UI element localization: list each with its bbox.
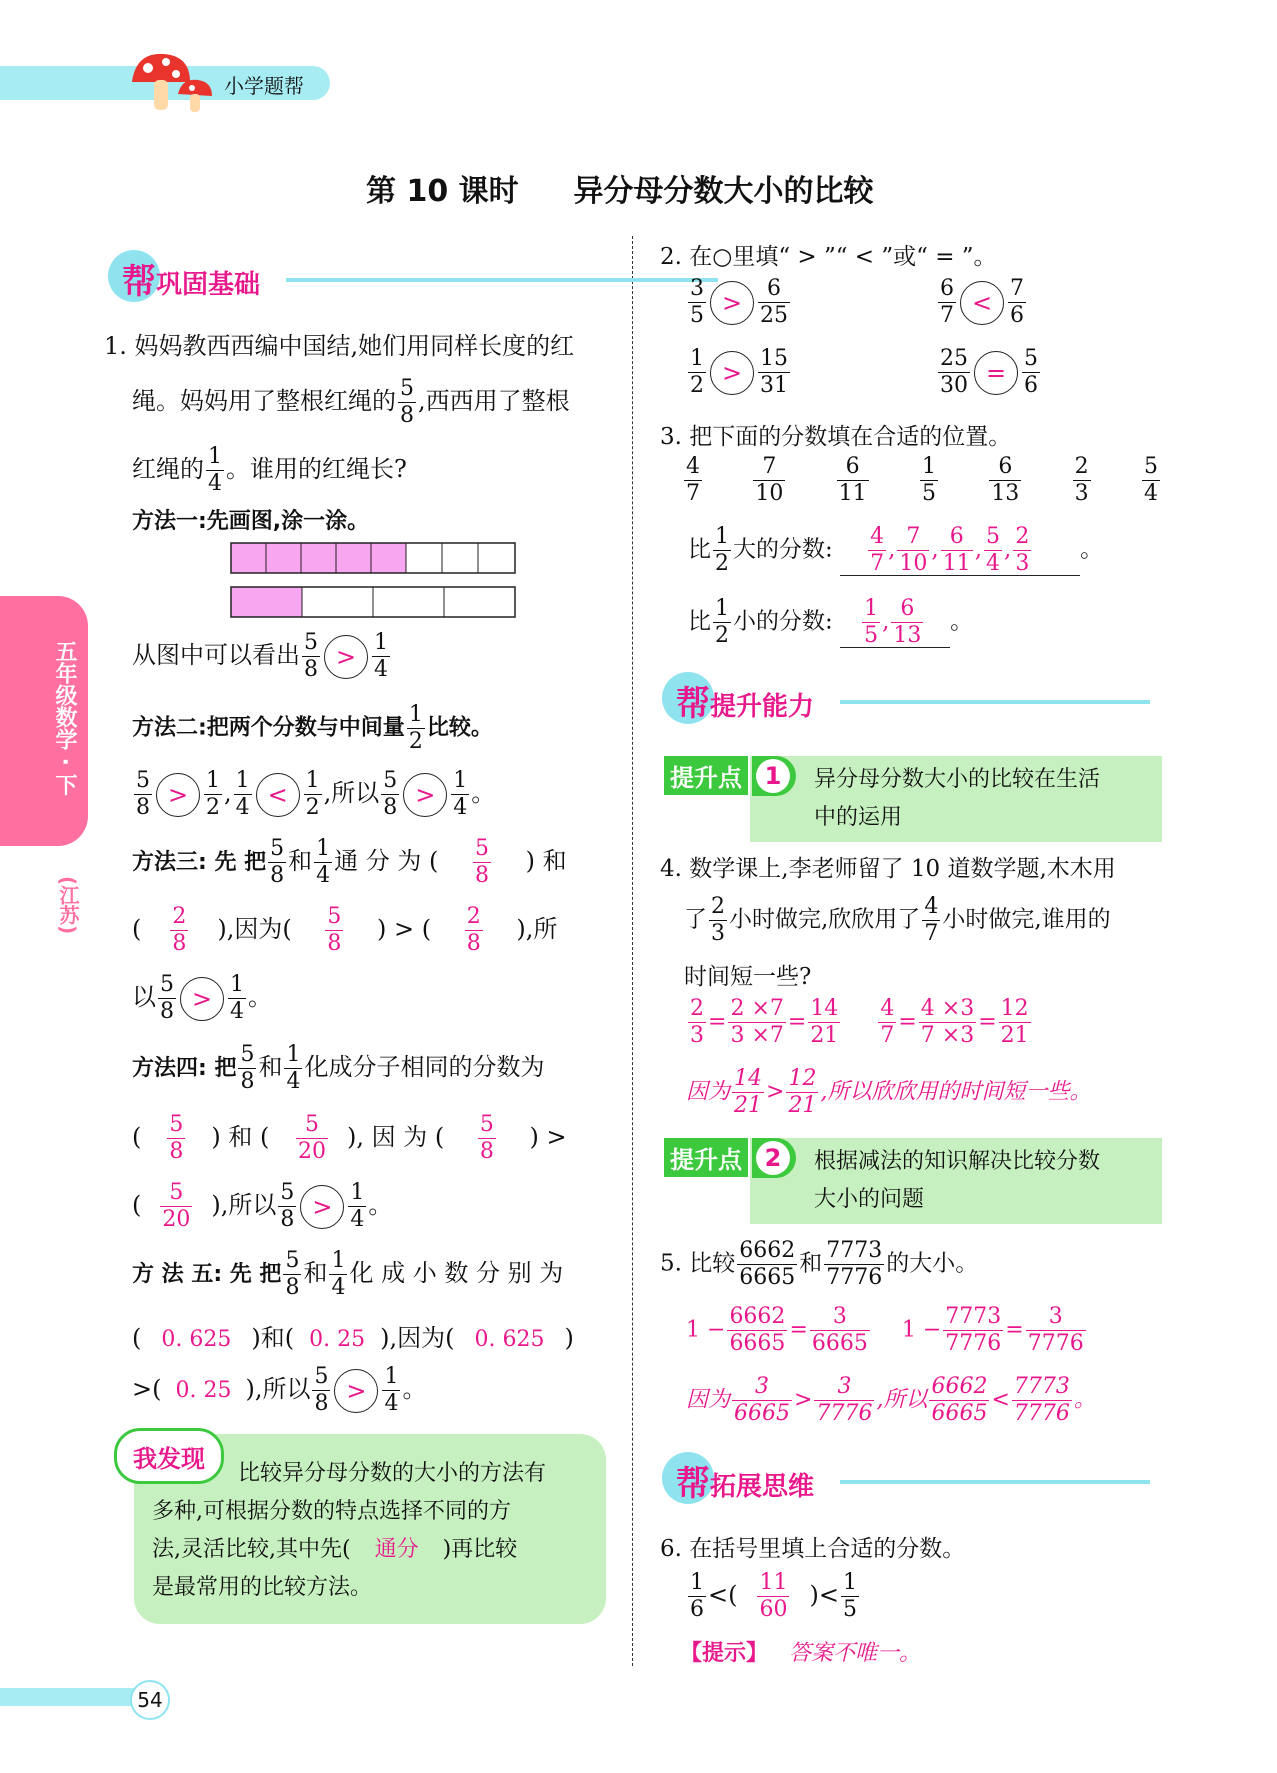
discover-line1: 比较异分母分数的大小的方法有 bbox=[238, 1461, 547, 1486]
q3-bigger: 比 $\frac{1}{2}$ 大的分数: $\frac{4}{7}$ , $\frac{7}{10}$ , $\frac{6}{11}$ , $\frac{5}{4}$ , $\frac{2}{3}$ 。 bbox=[688, 524, 1104, 576]
bar-eighths bbox=[230, 542, 516, 578]
q3-bigger-answer: $\frac{4}{7}$ , $\frac{7}{10}$ , $\frac{6}{11}$ , $\frac{5}{4}$ , $\frac{2}{3}$ bbox=[840, 526, 1080, 576]
m3-answer-4: $\frac{2}{8}$ bbox=[466, 904, 481, 956]
tip1-num: 1 bbox=[756, 759, 790, 793]
bar-quarters bbox=[230, 586, 516, 622]
q6-expression: $\frac{1}{6}$ <( $\frac{11}{60}$ )< $\frac{1}{5}$ bbox=[690, 1570, 857, 1622]
discover-line4: 是最常用的比较方法。 bbox=[152, 1575, 373, 1600]
q1-method3-line2: ( $\frac{2}{8}$ ),因为( $\frac{5}{8}$ ) > ( $\frac{2}{8}$ ),所 bbox=[132, 904, 558, 956]
q3-fraction-list: $\frac{4}{7}$ $\frac{7}{10}$ $\frac{6}{11}$ $\frac{1}{5}$ $\frac{6}{13}$ $\frac{2}{3}$ $\frac{5}{4}$ bbox=[686, 454, 1158, 506]
m5-answer-4: 0. 25 bbox=[175, 1378, 232, 1403]
brand-label: 小学题帮 bbox=[224, 74, 304, 98]
m4-answer-3: $\frac{5}{8}$ bbox=[479, 1112, 494, 1164]
mushroom-logo-icon bbox=[128, 48, 218, 118]
q1-line2: 绳。妈妈用了整根红绳的 $\frac{5}{8}$ ,西西用了整根 bbox=[132, 376, 570, 428]
m5-answer-2: 0. 25 bbox=[309, 1327, 366, 1352]
page-title bbox=[366, 166, 874, 210]
q2-row2b: $\frac{25}{30}$ = $\frac{5}{6}$ bbox=[940, 346, 1038, 398]
q1-method3-line3: 以 $\frac{5}{8}$ > $\frac{1}{4}$ 。 bbox=[132, 972, 272, 1024]
q2-row1b: $\frac{6}{7}$ < $\frac{7}{6}$ bbox=[940, 276, 1024, 328]
side-tab-grade: 五年级数学 · 下 bbox=[52, 640, 77, 796]
discover-tag: 我发现 bbox=[114, 1428, 224, 1484]
section-expand-label: 拓展思维 bbox=[710, 1472, 815, 1502]
q4-line3: 时间短一些? bbox=[684, 964, 812, 990]
q1-method4-line1: 方法四: 把 $\frac{5}{8}$ 和 $\frac{1}{4}$ 化成分子相同的分数为 bbox=[132, 1042, 545, 1094]
q1-line3: 红绳的 $\frac{1}{4}$ 。谁用的红绳长? bbox=[132, 444, 407, 496]
q1-line1: 1. 妈妈教西西编中国结,她们用同样长度的红 bbox=[104, 332, 575, 360]
q1-method1-result: 从图中可以看出 $\frac{5}{8}$ > $\frac{1}{4}$ bbox=[132, 630, 388, 682]
q3-smaller-answer: $\frac{1}{5}$ , $\frac{6}{13}$ bbox=[840, 598, 950, 648]
q2-text: 2. 在○里填“ > ”“ < ”或“ = ”。 bbox=[660, 244, 997, 270]
lesson-topic: 异分母分数大小的比较 bbox=[573, 174, 874, 209]
q1-method4-line3: ( $\frac{5}{20}$ ),所以 $\frac{5}{8}$ > $\frac{1}{4}$ 。 bbox=[132, 1180, 393, 1232]
q2-row1: $\frac{3}{5}$ > $\frac{6}{25}$ bbox=[690, 276, 788, 328]
q6-answer: $\frac{11}{60}$ bbox=[759, 1570, 788, 1622]
m4-answer-2: $\frac{5}{20}$ bbox=[298, 1112, 326, 1164]
tip1-line2: 中的运用 bbox=[814, 805, 903, 830]
q1-method5-line1: 方 法 五: 先 把 $\frac{5}{8}$ 和 $\frac{1}{4}$ 化 成 小 数 分 别 为 bbox=[132, 1248, 564, 1300]
q4-line2: 了 $\frac{2}{3}$ 小时做完,欣欣用了 $\frac{4}{7}$ 小时做完,谁用的 bbox=[684, 894, 1111, 946]
q5-working: 1 − $\frac{6662}{6665}$ = $\frac{3}{6665}$ 1 − $\frac{7773}{7776}$ = $\frac{3}{7776}$ bbox=[686, 1304, 1084, 1356]
discover-line3: 法,灵活比较,其中先( 通分 )再比较 bbox=[152, 1537, 518, 1562]
tip1-line1: 异分母分数大小的比较在生活 bbox=[814, 767, 1101, 792]
q5-conclusion: 因为 $\frac{3}{6665}$ > $\frac{3}{7776}$ ,所以 $\frac{6662}{6665}$ < $\frac{7773}{7776}$ 。 bbox=[686, 1374, 1096, 1426]
section-expand: 帮拓展思维 bbox=[662, 1452, 1162, 1500]
q5-line1: 5. 比较 $\frac{6662}{6665}$ 和 $\frac{7773}{7776}$ 的大小。 bbox=[660, 1238, 979, 1290]
q1-method4-line2: ( $\frac{5}{8}$ ) 和 ( $\frac{5}{20}$ ), 因 为 ( $\frac{5}{8}$ ) > bbox=[132, 1112, 567, 1164]
m3-answer-3: $\frac{5}{8}$ bbox=[327, 904, 342, 956]
m3-answer-1: $\frac{5}{8}$ bbox=[475, 836, 490, 888]
q4-conclusion: 因为 $\frac{14}{21}$ > $\frac{12}{21}$ ,所以欣欣用的时间短一些。 bbox=[686, 1066, 1092, 1118]
q6-hint: 【提示】 答案不唯一。 bbox=[680, 1641, 922, 1666]
section-basic: 帮巩固基础 bbox=[108, 250, 618, 298]
tip2-line2: 大小的问题 bbox=[814, 1187, 925, 1212]
q1-method2: 方法二:把两个分数与中间量 $\frac{1}{2}$ 比较。 bbox=[132, 702, 493, 754]
m5-answer-3: 0. 625 bbox=[474, 1327, 545, 1352]
tip1-tag: 提升点 bbox=[664, 756, 748, 795]
discover-line2: 多种,可根据分数的特点选择不同的方 bbox=[152, 1499, 511, 1524]
side-tab-region: (江苏) bbox=[56, 876, 80, 935]
page-number-band bbox=[0, 1688, 150, 1706]
section-improve: 帮提升能力 bbox=[662, 672, 1162, 720]
q6-text: 6. 在括号里填上合适的分数。 bbox=[660, 1536, 966, 1562]
tip2-line1: 根据减法的知识解决比较分数 bbox=[814, 1149, 1101, 1174]
m3-answer-2: $\frac{2}{8}$ bbox=[172, 904, 187, 956]
q3-text: 3. 把下面的分数填在合适的位置。 bbox=[660, 424, 1012, 450]
m5-answer-1: 0. 625 bbox=[161, 1327, 232, 1352]
q1-method1: 方法一:先画图,涂一涂。 bbox=[132, 509, 370, 534]
m4-answer-1: $\frac{5}{8}$ bbox=[169, 1112, 184, 1164]
column-divider bbox=[632, 236, 633, 1666]
page-number: 54 bbox=[130, 1680, 170, 1720]
m4-answer-4: $\frac{5}{20}$ bbox=[162, 1180, 191, 1232]
section-improve-label: 提升能力 bbox=[710, 692, 815, 722]
q1-method3-line1: 方法三: 先 把 $\frac{5}{8}$ 和 $\frac{1}{4}$ 通 分 为 ( $\frac{5}{8}$ ) 和 bbox=[132, 836, 567, 888]
q2-row2: $\frac{1}{2}$ > $\frac{15}{31}$ bbox=[690, 346, 788, 398]
section-basic-label: 巩固基础 bbox=[156, 270, 261, 300]
q4-working: $\frac{2}{3}$ = $\frac{2 \times 7}{3 \times 7}$ = $\frac{14}{21}$ $\frac{4}{7}$ = $\frac{4 \times 3}{7 \times 3}$ = $\frac{12}{21}$ bbox=[690, 996, 1029, 1048]
tip2-tag: 提升点 bbox=[664, 1138, 748, 1177]
lesson-number: 第 10 课时 bbox=[366, 174, 519, 209]
q4-line1: 4. 数学课上,李老师留了 10 道数学题,木木用 bbox=[660, 856, 1116, 882]
q3-smaller: 比 $\frac{1}{2}$ 小的分数: $\frac{1}{5}$ , $\frac{6}{13}$ 。 bbox=[688, 596, 974, 648]
q1-method5-line3: >( 0. 25 ),所以 $\frac{5}{8}$ > $\frac{1}{4}$ 。 bbox=[132, 1364, 427, 1416]
q1-method2-compare: $\frac{5}{8}$ > $\frac{1}{2}$ , $\frac{1}{4}$ < $\frac{1}{2}$ ,所以 $\frac{5}{8}$ > $\frac{1}{4}$ 。 bbox=[136, 768, 496, 820]
q1-method5-line2: ( 0. 625 )和( 0. 25 ),因为( 0. 625 ) bbox=[132, 1324, 574, 1352]
tip2-num: 2 bbox=[756, 1141, 790, 1175]
